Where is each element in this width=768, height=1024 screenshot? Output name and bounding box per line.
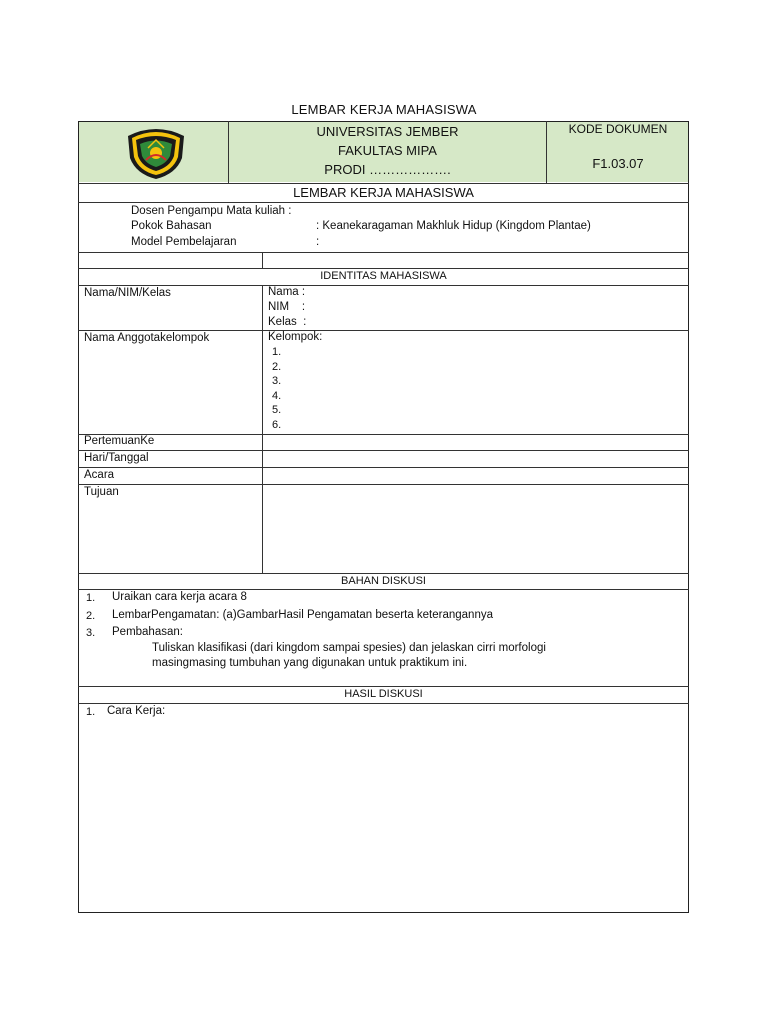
divider — [78, 686, 689, 687]
document-code-value: F1.03.07 — [592, 156, 644, 171]
nim-field[interactable]: NIM : — [268, 301, 306, 313]
group-members-label: Nama Anggotakelompok — [84, 332, 210, 344]
member-number: 1. — [272, 346, 282, 358]
item-number: 1. — [86, 706, 96, 718]
discussion-material-title: BAHAN DISKUSI — [341, 575, 426, 587]
identity-column-divider — [262, 285, 263, 573]
learning-model-label: Model Pembelajaran — [131, 236, 237, 248]
member-number: 2. — [272, 361, 282, 373]
member-number: 6. — [272, 419, 282, 431]
divider — [78, 484, 689, 485]
divider — [78, 589, 689, 590]
discussion-item: Uraikan cara kerja acara 8 — [112, 591, 247, 603]
divider — [78, 467, 689, 468]
university-name: UNIVERSITAS JEMBER — [316, 124, 459, 139]
group-label: Kelompok: — [268, 331, 323, 343]
discussion-instruction-line: masingmasing tumbuhan yang digunakan untuk praktikum ini. — [152, 657, 468, 669]
divider — [78, 703, 689, 704]
divider — [78, 573, 689, 574]
logo-emblem-icon — [124, 126, 188, 180]
learning-model-value: : — [316, 236, 320, 248]
divider — [78, 252, 689, 253]
divider — [78, 330, 689, 331]
objective-label: Tujuan — [84, 486, 119, 498]
divider — [78, 183, 689, 184]
lecturer-label: Dosen Pengampu Mata kuliah : — [131, 205, 292, 217]
divider — [78, 450, 689, 451]
session-label: Acara — [84, 469, 115, 481]
procedure-label: Cara Kerja: — [107, 705, 166, 717]
date-label: Hari/Tanggal — [84, 452, 149, 464]
faculty-name: FAKULTAS MIPA — [338, 143, 437, 158]
document-title: LEMBAR KERJA MAHASISWA — [291, 102, 477, 117]
divider — [78, 202, 689, 203]
section-title: LEMBAR KERJA MAHASISWA — [293, 185, 474, 200]
name-field[interactable]: Nama : — [268, 286, 306, 298]
discussion-item: Pembahasan: — [112, 626, 183, 638]
item-number: 2. — [86, 610, 96, 622]
topic-value: : Keanekaragaman Makhluk Hidup (Kingdom Plantae) — [316, 220, 591, 232]
divider — [78, 434, 689, 435]
topic-label: Pokok Bahasan — [131, 220, 212, 232]
document-code-label: KODE DOKUMEN — [568, 122, 668, 136]
discussion-result-title: HASIL DISKUSI — [344, 688, 423, 700]
blank-row-divider — [262, 252, 263, 268]
divider — [78, 268, 689, 269]
university-logo — [124, 126, 188, 180]
member-number: 5. — [272, 404, 282, 416]
name-nim-class-label: Nama/NIM/Kelas — [84, 287, 171, 299]
discussion-instruction-line: Tuliskan klasifikasi (dari kingdom sampai spesies) dan jelaskan cirri morfologi — [152, 642, 546, 654]
divider — [78, 285, 689, 286]
meeting-label: PertemuanKe — [84, 435, 155, 447]
item-number: 1. — [86, 592, 96, 604]
discussion-item: LembarPengamatan: (a)GambarHasil Pengamatan beserta keterangannya — [112, 609, 493, 621]
student-identity-title: IDENTITAS MAHASISWA — [320, 270, 447, 282]
item-number: 3. — [86, 627, 96, 639]
member-number: 3. — [272, 375, 282, 387]
prodi-name: PRODI ………………. — [324, 162, 451, 177]
class-field[interactable]: Kelas : — [268, 316, 307, 328]
member-number: 4. — [272, 390, 282, 402]
